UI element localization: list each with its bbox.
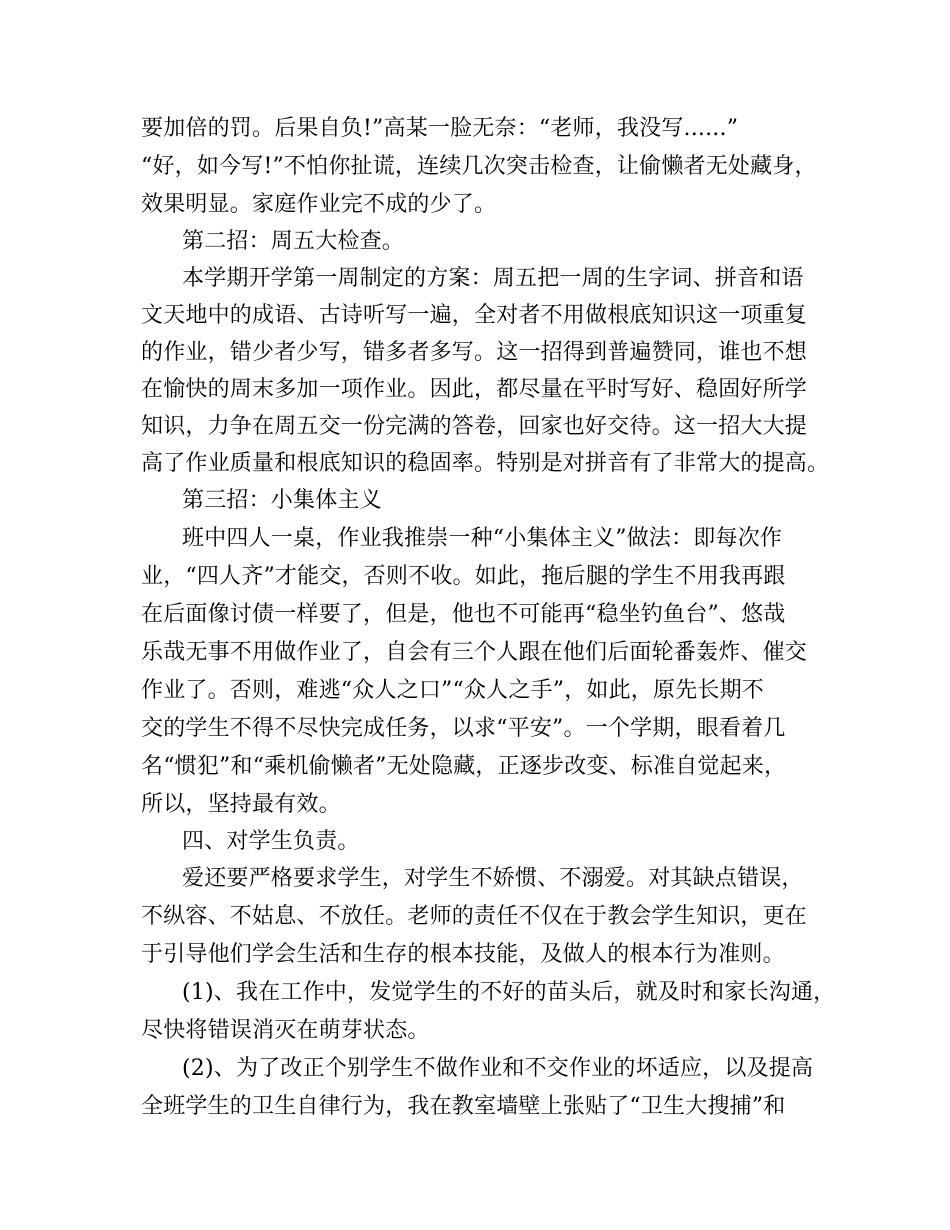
text-line: 班中四人一桌，作业我推崇一种“小集体主义”做法：即每次作 xyxy=(182,526,783,551)
section-heading: 第三招：小集体主义 xyxy=(182,488,382,513)
text-line: 交的学生不得不尽快完成任务，以求“平安”。一个学期，眼看着几 xyxy=(141,716,786,741)
text-line: 乐哉无事不用做作业了，自会有三个人跟在他们后面轮番轰炸、催交 xyxy=(141,640,808,665)
text-line: 本学期开学第一周制定的方案：周五把一周的生字词、拼音和语 xyxy=(182,266,804,291)
text-line: 文天地中的成语、古诗听写一遍，全对者不用做根底知识这一项重复 xyxy=(141,303,808,328)
text-line: 的作业，错少者少写，错多者多写。这一招得到普遍赞同，谁也不想 xyxy=(141,340,808,365)
text-line: 在后面像讨债一样要了，但是，他也不可能再“稳坐钓鱼台”、悠哉 xyxy=(141,602,786,627)
text-line: 不纵容、不姑息、不放任。老师的责任不仅在于教会学生知识，更在 xyxy=(141,904,808,929)
text-line: 要加倍的罚。后果自负!”高某一脸无奈：“老师，我没写......” xyxy=(141,116,739,141)
text-line: 高了作业质量和根底知识的稳固率。特别是对拼音有了非常大的提高。 xyxy=(141,451,830,476)
text-line: (1)、我在工作中，发觉学生的不好的苗头后，就及时和家长沟通， xyxy=(182,980,836,1005)
text-line: 爱还要严格要求学生，对学生不娇惯、不溺爱。对其缺点错误， xyxy=(182,866,804,891)
text-line: 效果明显。家庭作业完不成的少了。 xyxy=(141,192,497,217)
text-line: 作业了。否则，难逃“众人之口”“众人之手”，如此，原先长期不 xyxy=(141,678,764,703)
text-line: 知识，力争在周五交一份完满的答卷，回家也好交待。这一招大大提 xyxy=(141,414,808,439)
section-heading: 第二招：周五大检查。 xyxy=(182,229,405,254)
text-line: 业，“四人齐”才能交，否则不收。如此，拖后腿的学生不用我再跟 xyxy=(141,564,786,589)
text-line: 尽快将错误消灭在萌芽状态。 xyxy=(141,1018,430,1043)
text-line: 于引导他们学会生活和生存的根本技能，及做人的根本行为准则。 xyxy=(141,942,785,967)
section-heading: 四、对学生负责。 xyxy=(182,829,360,854)
text-line: 名“惯犯”和“乘机偷懒者”无处隐藏，正逐步改变、标准自觉起来， xyxy=(141,754,787,779)
text-line: 在愉快的周末多加一项作业。因此，都尽量在平时写好、稳固好所学 xyxy=(141,377,808,402)
text-line: 所以，坚持最有效。 xyxy=(141,792,341,817)
text-line: “好，如今写!”不怕你扯谎，连续几次突击检查，让偷懒者无处藏身， xyxy=(141,154,817,179)
text-line: 全班学生的卫生自律行为，我在教室墙壁上张贴了“卫生大搜捕”和 xyxy=(141,1094,786,1119)
text-line: (2)、为了改正个别学生不做作业和不交作业的坏适应，以及提高 xyxy=(182,1056,814,1081)
